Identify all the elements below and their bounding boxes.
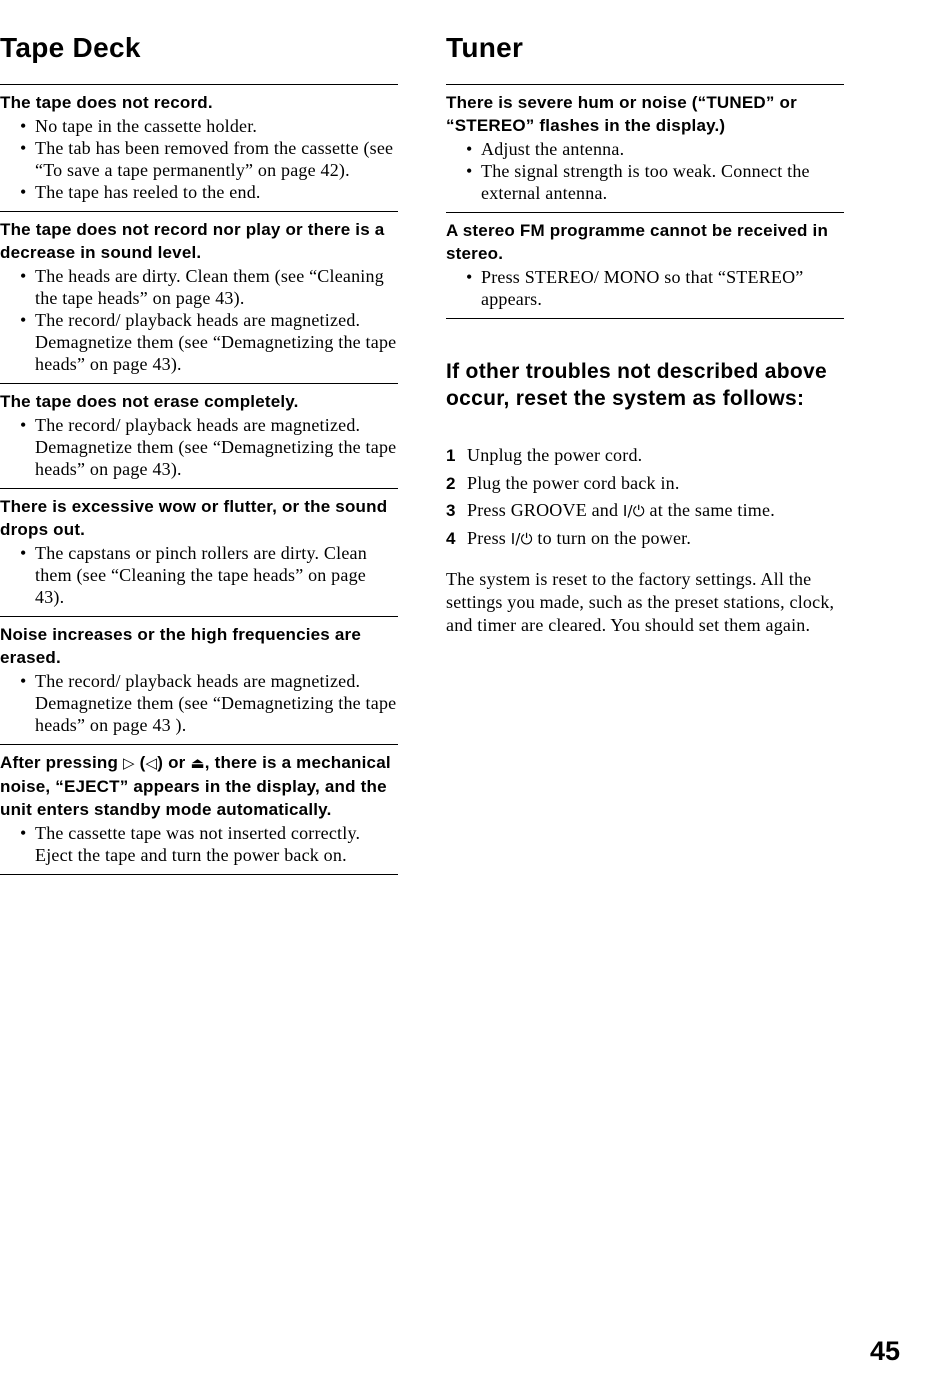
reset-heading: If other troubles not described above occur, reset the system as follows: <box>446 360 827 410</box>
remedy-item: • The cassette tape was not inserted correctly. Eject the tape and turn the power back on. <box>0 822 398 866</box>
reverse-play-icon: ◁ <box>145 754 158 772</box>
remedy-list <box>0 822 398 866</box>
step-number: 4 <box>446 528 456 548</box>
trouble-item <box>0 616 398 744</box>
trouble-item <box>446 84 844 212</box>
remedy-item: • Adjust the antenna. <box>446 138 844 160</box>
reset-step <box>446 497 844 525</box>
reset-step <box>446 442 844 470</box>
trouble-item <box>0 383 398 488</box>
step-text: Press <box>467 527 511 548</box>
trouble-question: The tape does not erase completely. <box>0 392 299 411</box>
trouble-question: A stereo FM programme cannot be received in stereo. <box>446 221 829 263</box>
reset-step <box>446 525 844 553</box>
trouble-item <box>446 212 844 319</box>
page-number: 45 <box>870 1336 901 1366</box>
trouble-question <box>0 751 398 821</box>
eject-icon: ⏏ <box>190 754 205 772</box>
tape-deck-heading: Tape Deck <box>0 32 141 63</box>
remedy-list <box>0 542 398 608</box>
remedy-item: • The record/ playback heads are magnetized. Demagnetize them (see “Demagnetizing the tape heads” on page 43). <box>0 309 398 375</box>
reset-step <box>446 470 844 498</box>
reset-steps <box>446 442 844 552</box>
remedy-list <box>0 414 398 480</box>
step-text: at the same time. <box>644 500 775 520</box>
trouble-question: The tape does not record nor play or there is a decrease in sound level. <box>0 220 385 262</box>
trouble-item <box>0 744 398 875</box>
question-text: , there is a mechanical noise, “EJECT” appears in the display, and the unit enters standby mode automatically. <box>0 753 391 819</box>
step-text: to turn on the power. <box>532 527 692 548</box>
power-icon: I/⏻ <box>622 502 645 520</box>
step-text: Unplug the power cord. <box>467 445 643 465</box>
remedy-list <box>0 670 398 736</box>
remedy-list <box>446 138 844 204</box>
trouble-item <box>0 488 398 616</box>
step-text: Press GROOVE and <box>467 500 623 520</box>
trouble-question: There is excessive wow or flutter, or the sound drops out. <box>0 497 388 539</box>
trouble-question: Noise increases or the high frequencies are erased. <box>0 625 362 667</box>
tape-deck-sections <box>0 84 398 875</box>
tuner-heading: Tuner <box>446 32 524 63</box>
remedy-item: • The signal strength is too weak. Connect the external antenna. <box>446 160 844 204</box>
power-icon: I/⏻ <box>510 529 533 548</box>
question-text: ) or <box>157 753 191 772</box>
trouble-question: There is severe hum or noise (“TUNED” or “STEREO” flashes in the display.) <box>446 93 797 135</box>
remedy-item: • The record/ playback heads are magnetized. Demagnetize them (see “Demagnetizing the tape heads” on page 43). <box>0 414 398 480</box>
remedy-list <box>0 115 398 203</box>
remedy-list <box>0 265 398 375</box>
trouble-item <box>0 211 398 383</box>
step-number: 1 <box>446 446 456 465</box>
trouble-question: The tape does not record. <box>0 93 213 112</box>
trouble-item <box>0 84 398 211</box>
remedy-item: • No tape in the cassette holder. <box>0 115 398 137</box>
step-number: 2 <box>446 473 456 493</box>
question-text: ( <box>134 753 146 772</box>
step-number: 3 <box>446 501 456 520</box>
step-text: Plug the power cord back in. <box>467 472 680 493</box>
remedy-list <box>446 266 844 310</box>
play-icon: ▷ <box>122 754 135 772</box>
tuner-sections <box>446 84 844 319</box>
remedy-item: • Press STEREO/ MONO so that “STEREO” appears. <box>446 266 844 310</box>
remedy-item: • The tab has been removed from the cassette (see “To save a tape permanently” on page 42). <box>0 137 398 181</box>
remedy-item: • The capstans or pinch rollers are dirty. Clean them (see “Cleaning the tape heads” on page 43). <box>0 542 398 608</box>
remedy-item: • The record/ playback heads are magnetized. Demagnetize them (see “Demagnetizing the tape heads” on page 43 ). <box>0 670 398 736</box>
reset-note: The system is reset to the factory settings. All the settings you made, such as the preset stations, clock, and timer are cleared. You should set them again. <box>446 569 835 635</box>
remedy-item: • The tape has reeled to the end. <box>0 181 398 203</box>
remedy-item: • The heads are dirty. Clean them (see “Cleaning the tape heads” on page 43). <box>0 265 398 309</box>
question-text: After pressing <box>0 753 123 772</box>
